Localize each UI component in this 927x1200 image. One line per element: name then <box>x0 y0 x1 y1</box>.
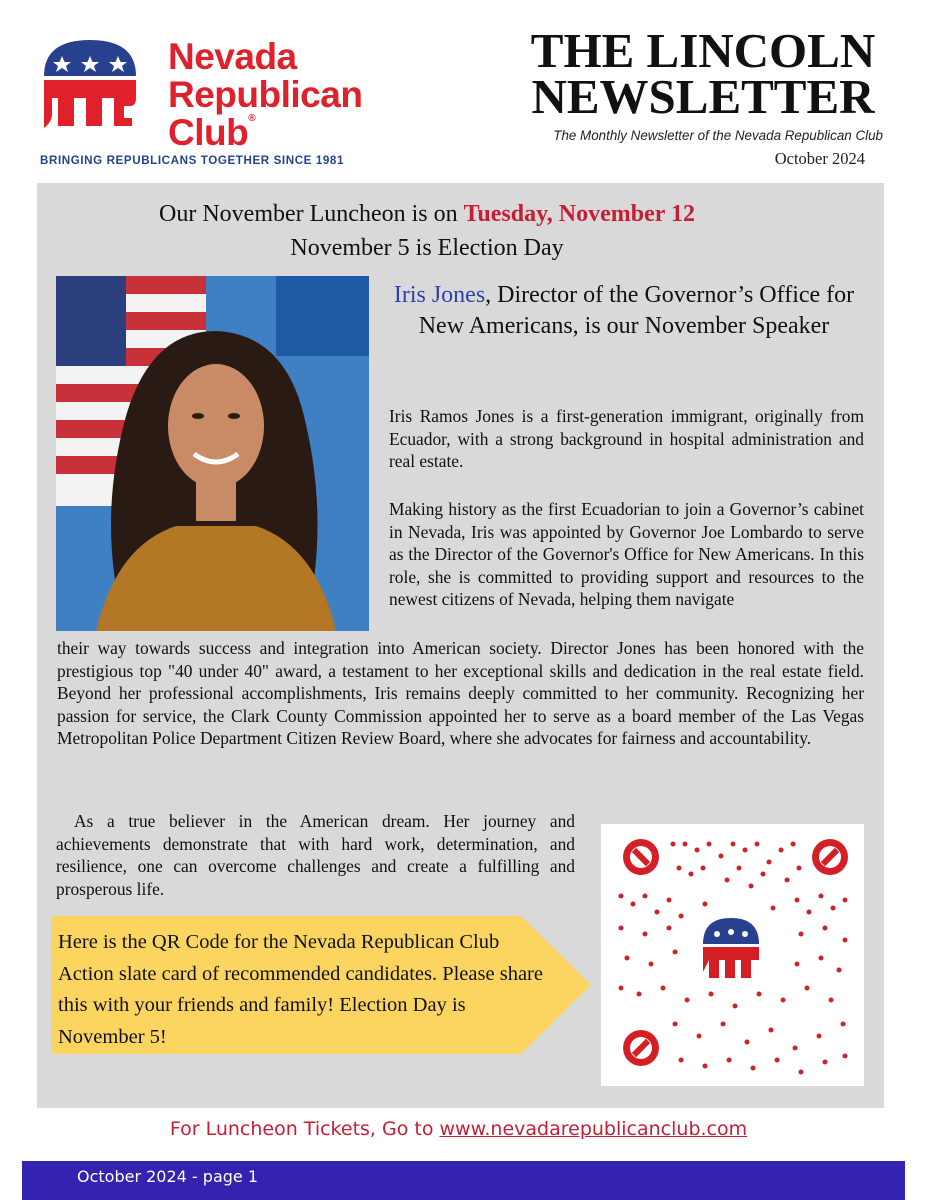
bio-paragraph-2: Making history as the first Ecuadorian to join a Governor’s cabinet in Nevada, Iris was appointed by Governor Joe Lombardo to serve as the Director of the Governor's Office for New Americans. In this role, she is committed to providing support and resources to the newest citizens of Nevada, helping them navigate <box>389 499 864 610</box>
masthead <box>523 23 883 169</box>
logo-name-line3: Club® <box>168 112 256 153</box>
club-website-link[interactable]: www.nevadarepublicanclub.com <box>439 1118 748 1140</box>
speaker-heading <box>389 280 859 342</box>
newsletter-title-line1: THE LINCOLN <box>530 23 876 78</box>
page-label: October 2024 - page 1 <box>77 1167 259 1186</box>
bio-paragraph-4: As a true believer in the American dream. Her journey and achievements demonstrate that with hard work, determination, and resilience, one can overcome challenges and create a fulfilling and prosperous life. <box>56 811 575 899</box>
qr-code[interactable] <box>601 824 864 1086</box>
speaker-title: , Director of the Governor’s Office for New Americans, is our November Speaker <box>418 282 855 339</box>
qr-callout <box>51 916 591 1056</box>
bio-paragraph-3: their way towards success and integration into American society. Director Jones has been honored with the prestigious top "40 under 40" award, a testament to her exceptional skills and dedication in the real estate field. Beyond her professional accomplishments, Iris remains deeply committed to her community. Recognizing her passion for service, the Clark County Commission appointed her to serve as a board member of the Las Vegas Metropolitan Police Department Citizen Review Board, where she advocates for fairness and accountability. <box>57 638 864 749</box>
luncheon-tickets-line <box>0 1118 917 1140</box>
club-logo <box>40 36 390 171</box>
elephant-logo-icon <box>40 36 140 131</box>
issue-date: October 2024 <box>774 149 865 168</box>
logo-name-line1: Nevada <box>168 36 297 77</box>
callout-text: Here is the QR Code for the Nevada Republican Club Action slate card of recommended candidates. Please share this with your friends and family! Election Day is November 5! <box>58 931 543 1048</box>
luncheon-date: Tuesday, November 12 <box>463 201 695 227</box>
logo-wordmark <box>168 38 362 152</box>
newsletter-subtitle: The Monthly Newsletter of the Nevada Republican Club <box>553 128 883 143</box>
announcement-line1: Our November Luncheon is on Tuesday, November 12 <box>159 201 695 227</box>
bio-paragraph-1: Iris Ramos Jones is a first-generation immigrant, originally from Ecuador, with a strong background in hospital administration and real estate. <box>389 406 864 472</box>
qr-center-logo-icon <box>703 918 759 978</box>
speaker-name: Iris Jones <box>393 282 486 308</box>
luncheon-announcement <box>37 197 817 265</box>
page-footer-bar <box>22 1161 905 1200</box>
announcement-line2: November 5 is Election Day <box>290 235 564 261</box>
content-panel <box>37 183 884 1108</box>
tickets-prefix: For Luncheon Tickets, Go to <box>169 1118 440 1140</box>
newsletter-title-line2: NEWSLETTER <box>531 69 875 124</box>
newsletter-title <box>523 23 883 124</box>
logo-tagline: BRINGING REPUBLICANS TOGETHER SINCE 1981 <box>40 154 345 167</box>
logo-name-line2: Republican <box>168 74 363 115</box>
speaker-photo <box>56 276 369 631</box>
